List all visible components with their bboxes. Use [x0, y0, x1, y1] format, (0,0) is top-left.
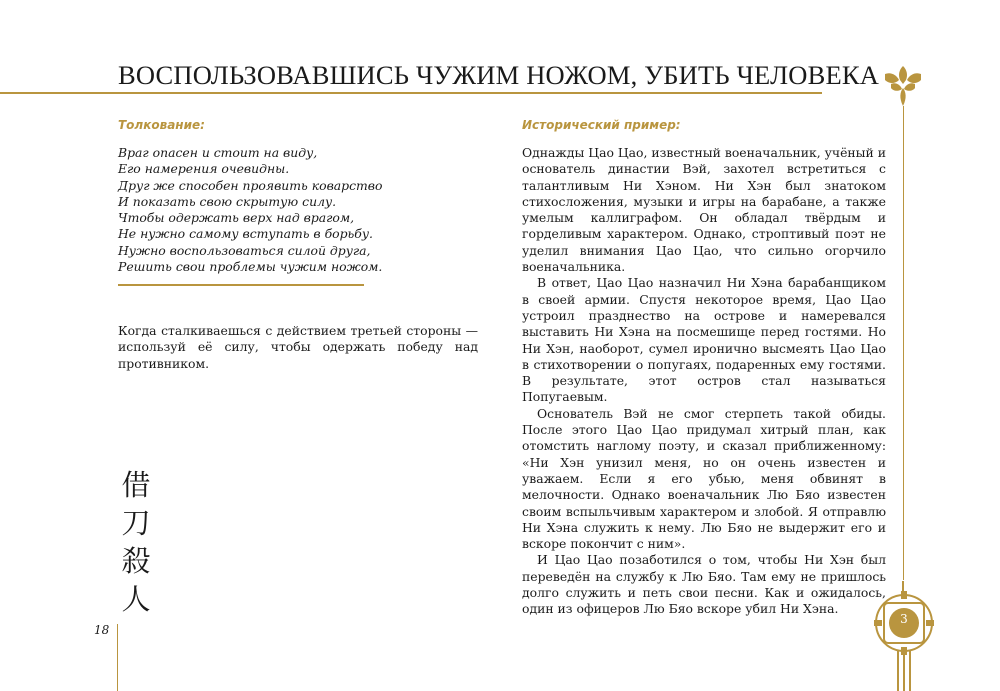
page-title: ВОСПОЛЬЗОВАВШИСЬ ЧУЖИМ НОЖОМ, УБИТЬ ЧЕЛОВЕКА	[118, 60, 880, 90]
history-paragraph: Однажды Цао Цао, известный военачальник, учёный и основатель династии Вэй, захотел встретиться с талантливым Ни Хэном. Ни Хэн был знатоком стихосложения, музыки и игры на барабане, а также умелым каллиграфом. Он обладал твёрдым и горделивым характером. Однако, строптивый поэт не уделил внимания Цао Цао, что сильно огорчило военачальника.	[522, 145, 886, 275]
history-paragraph: Основатель Вэй не смог стерпеть такой обиды. После этого Цао Цао придумал хитрый план, как отомстить наглому поэту, и сказал приближенному: «Ни Хэн унизил меня, но он очень известен и уважаем. Если я его убью, меня обвинят в мелочности. Однако военачальник Лю Бяо известен своим вспыльчивым характером и злобой. Я отправлю Ни Хэна служить к нему. Лю Бяо не выдержит его и вскоре покончит с ним».	[522, 405, 886, 552]
poem-line: Чтобы одержать верх над врагом,	[118, 210, 355, 226]
calligraphy-char: 人	[121, 582, 151, 616]
poem-line: Враг опасен и стоит на виду,	[118, 145, 318, 160]
poem-line: Друг же способен проявить коварство	[118, 177, 383, 193]
poem-line: И показать свою скрытую силу.	[118, 193, 337, 209]
interpretation-summary: Когда сталкиваешься с действием третьей стороны — используй её силу, чтобы одержать победу над противником.	[118, 323, 478, 371]
title-divider	[0, 92, 822, 94]
poem-line: Решить свои проблемы чужим ножом.	[118, 259, 383, 275]
poem-divider	[118, 284, 364, 286]
page-number: 18	[94, 623, 110, 637]
poem-line: Не нужно самому вступать в борьбу.	[118, 226, 373, 242]
chapter-number: 3	[900, 612, 908, 626]
chapter-medallion-icon	[872, 581, 936, 691]
right-margin-rule	[903, 106, 904, 580]
lotus-ornament-icon	[881, 62, 925, 112]
interpretation-poem	[118, 145, 383, 275]
history-text	[522, 145, 886, 618]
calligraphy-char: 殺	[121, 544, 151, 578]
interpretation-heading: Толкование:	[118, 118, 205, 132]
left-margin-rule	[117, 624, 118, 691]
chinese-calligraphy	[118, 466, 154, 618]
history-paragraph: В ответ, Цао Цао назначил Ни Хэна барабанщиком в своей армии. Спустя некоторое время, Цао Цао устроил празднество на острове и намеревался выставить Ни Хэна на посмешище перед гостями. Но Ни Хэн, наоборот, сумел иронично высмеять Цао Цао в стихотворении о попугаях, подаренных ему гостями. В результате, этот остров стал называться Попугаевым.	[522, 275, 886, 405]
poem-line: Его намерения очевидны.	[118, 161, 290, 177]
calligraphy-char: 刀	[121, 506, 151, 540]
history-paragraph: И Цао Цао позаботился о том, чтобы Ни Хэн был переведён на службу к Лю Бяо. Там ему не пришлось долго служить и петь свои песни. Как и ожидалось, один из офицеров Лю Бяо вскоре убил Ни Хэна.	[522, 552, 886, 617]
poem-line: Нужно воспользоваться силой друга,	[118, 242, 371, 258]
history-heading: Исторический пример:	[522, 118, 681, 132]
calligraphy-char: 借	[121, 468, 151, 502]
